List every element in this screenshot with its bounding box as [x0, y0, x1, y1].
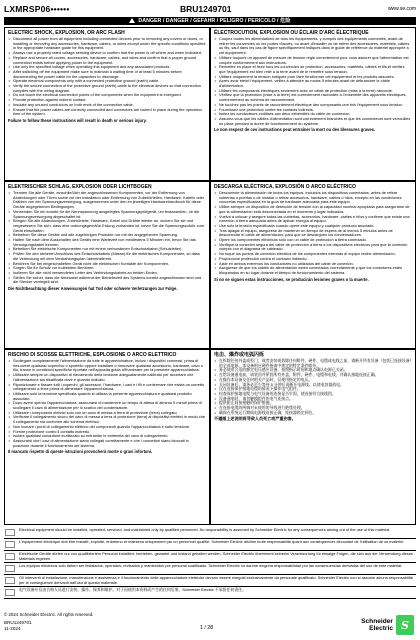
- list-item: • Vuelva a colocar y asegure todas las cubiertas, accesorios, hardware, cables e hilos y confirme que existe una conexión a tierra adecuada antes de aplicar energía al equipo.: [219, 215, 412, 224]
- list-item: • Utilisez les composants électriques seulement avec un câble de protection (mise à la terre) raccordé.: [219, 89, 412, 94]
- notice-fr: [4, 539, 416, 551]
- list-item: • Opere los componentes eléctricos solo con un cable de protección a tierra conectado.: [219, 238, 412, 243]
- section-title: 电击、爆炸或电弧闪烁: [214, 352, 265, 358]
- list-item: • Scollegare completamente l'alimentazione da tutte le apparecchiature, inclusi i dispositivi connessi, prima di rimuovere qualsiasi coperchio o sportello oppure installare o rimuovere qualsiasi accessorio, hardware, cavo o filo, tranne in condizioni specifiche riportate nell'apposita guida all'hardware per la presente apparecchiatura.: [13, 359, 206, 373]
- section-warning: Le non-respect de ces instructions peut entraîner la mort ou des blessures graves.: [214, 127, 376, 133]
- list-item: • Halten Sie nach dem Ausschalten des Geräts eine Wartezeit von mindestens 5 Minuten ein, bevor Sie das Versorgungskabel trennen.: [13, 238, 206, 247]
- section-warning: Si no se siguen estas instrucciones, se producirán lesiones graves o la muerte.: [214, 276, 369, 282]
- section-en: [4, 27, 210, 181]
- section-warning: Il mancato rispetto di queste istruzioni provocherà morte o gravi infortuni.: [8, 449, 153, 455]
- list-item: • 关闭设备后，请务必至少等待 5 分钟后再断开电源线，以使电容器放电。: [219, 383, 412, 388]
- list-item: • Utilisez toujours un appareil de mesure de tension réglé correctement pour vous assurer que l'alimentation est coupée conformément aux instructions.: [219, 56, 412, 65]
- list-item: • Coupez toutes les alimentations de tous les équipements, y compris des équipements connectés, avant de retirer les couvercles ou les portes d'accès, ou avant d'installer ou de retirer des accessoires, matériels, câbles ou fils, sauf dans les cas de figure spécifiquement indiqués dans le guide de référence du matériel approprié à cet équipement.: [219, 37, 412, 56]
- section-list: [8, 359, 206, 448]
- list-item: • Utilizzare sempre un dispositivo di rilevamento della tensione adeguatamente calibrato per accertare che l'alimentazione sia disattivata dove e quando indicato.: [13, 373, 206, 382]
- section-es: [210, 181, 416, 349]
- qualified-personnel-notices: [4, 527, 416, 599]
- list-item: • Utilice siempre un dispositivo de detección de tensión con la capacidad nominal apropiada para asegurarse de que la alimentación está desconectada en el momento y lugar indicados.: [219, 205, 412, 214]
- list-item: • Assurez-vous que les câbles d'alimentation sont correctement branchés et que les connecteurs sont verrouillés en place pendant la durée de fonctionnement du système.: [219, 117, 412, 126]
- section-zh: [210, 349, 416, 525]
- logo-mark-icon: [396, 615, 414, 635]
- list-item: • Après avoir éteint l'équipement, veillez à attendre au moins 5 minutes avant de débrancher le câble d'alimentation.: [219, 79, 412, 88]
- header: [4, 4, 416, 16]
- flag-icon: [5, 565, 15, 572]
- list-item: • Prüfen Sie den sicheren Anschluss des Erdschutzkabels (Masse) für die elektrischen Komponenten, so dass die Verbindung mit dem Verdrahtungsplan übereinstimmt.: [13, 252, 206, 261]
- list-item: • Provide protection against indirect contact.: [13, 98, 206, 103]
- flag-icon: [5, 589, 15, 596]
- list-item: • Utilizzare solo la tensione specificata quando si utilizza la presente apparecchiatura e qualsiasi prodotto associato.: [13, 392, 206, 401]
- logo-word-2: Electric: [369, 625, 393, 632]
- list-item: • Utilizzare i componenti elettrici solo con un cavo di messa a terra di protezione (terra) collegato.: [13, 411, 206, 416]
- section-title: ÉLECTROCUTION, EXPLOSION OU ÉCLAIR D'ARC ÉLECTRIQUE: [214, 30, 369, 36]
- list-item: • Use sólo la tensión especificada cuando opere este equipo y cualquier producto asociado.: [219, 224, 412, 229]
- list-item: • Dopo avere spento l'apparecchiatura, assicurarsi di mantenere un tempo di attesa di almeno 5 minuti prima di scollegare il cavo di alimentazione per lo scarico del condensatore.: [13, 401, 206, 410]
- logo-word-1: Schneider: [361, 618, 393, 625]
- logo-mark-letter: S: [401, 619, 409, 632]
- flag-icon: [5, 541, 15, 548]
- list-item: • Disconnect all power from all equipment including connected devices prior to removing any covers or doors, or installing or removing any accessories, hardware, cables, or wires except under the specific conditions specified in the appropriate hardware guide for this equipment.: [13, 37, 206, 51]
- list-item: • Tras apagar el equipo, asegúrese de mantener un tiempo de espera de al menos 5 minutos antes de desconectar el cable de alimentación, para que se descarguen los condensadores.: [219, 229, 412, 238]
- notice-es: [4, 563, 416, 575]
- list-item: • Ensure that the power cables are correctly connected and connectors are locked in place during the operation time of the system.: [13, 108, 206, 117]
- section-title: DESCARGA ELÉCTRICA, EXPLOSIÓN O ARCO ELÉCTRICO: [214, 184, 356, 190]
- list-item: • Desconecte la alimentación de todos los equipos, incluidos los dispositivos conectados, antes de retirar cubiertas o puertas o de instalar o retirar accesorios, hardware, cables o hilos, excepto en las condiciones concretas especificadas en la guía de hardware adecuada para este equipo.: [219, 191, 412, 205]
- list-item: • Isolieren Sie alle nicht verwendeten Leiter des Verbindungskabels an beiden Enden.: [13, 271, 206, 276]
- section-title: RISCHIO DI SCOSSE ELETTRICHE, ESPLOSIONE O ARCO ELETTRICO: [8, 352, 177, 358]
- list-item: • Always use a properly rated voltage sensing device to confirm that the power is off where and when indicated.: [13, 51, 206, 56]
- notice-it: [4, 575, 416, 587]
- list-item: • 确保在系统运行期间电源线连接正确，连接器锁定到位。: [219, 411, 412, 416]
- section-list: [214, 37, 412, 126]
- list-item: • Proporcione protección contra el contacto indirecto.: [219, 257, 412, 262]
- list-item: • Aísle en ambos extremos los conductores no utilizados del cable de conexión.: [219, 262, 412, 267]
- list-item: • Asegúrese de que los cables de alimentación estén conectados correctamente y que los conectores estén bloqueados en su lugar durante el tiempo de funcionamiento del sistema.: [219, 266, 412, 275]
- notice-text: Elektrische Geräte dürfen nur von qualifiziertem Personal installiert, betrieben, gewartet und instand gehalten werden. Schneider Electric übernimmt keinerlei Verantwortung für etwaige Folgen, die sich aus der Verwendung dieses Materials ergeben.: [19, 551, 413, 561]
- flag-icon: [5, 529, 15, 536]
- section-title: ELECTRIC SHOCK, EXPLOSION, OR ARC FLASH: [8, 30, 125, 36]
- list-item: • Stellen Sie sicher, dass die Netzkabel während der Betriebszeit des Systems korrekt angeschlossen sind und die Stecker verriegelt sind.: [13, 276, 206, 285]
- list-item: • Replace and secure all covers, accessories, hardware, cables, and wires and confirm that a proper ground connection exists before applying power to the equipment.: [13, 56, 206, 65]
- list-item: • 在给设备通电前，请装回并紧固所有外盖、附件、硬件、电缆和电线，并确认接地连接正确。: [219, 373, 412, 378]
- section-title: ELEKTRISCHER SCHLAG, EXPLOSION ODER LICHTBOGEN: [8, 184, 152, 190]
- notice-en: [4, 527, 416, 539]
- list-item: • Riposizionare e fissare tutti i coperchi, gli accessori, l'hardware, i cavi e i fili e confermare che esista un corretto collegamento a terra prima di alimentare l'apparecchiatura.: [13, 383, 206, 392]
- document-code: BRU1249701: [180, 4, 232, 14]
- list-item: • Isolare qualsiasi conduttore inutilizzato su entrambe le estremità del cavo di collegamento.: [13, 434, 206, 439]
- notice-text: Electrical equipment should be installed, operated, serviced, and maintained only by qualified personnel. No responsibility is assumed by Schneider Electric for any consequences arising out of the use of this material.: [19, 527, 391, 532]
- list-item: • 仅在连接保护接地电缆的情况下操作电气组件。: [219, 387, 412, 392]
- list-item: • Assicurarsi che i cavi di alimentazione siano collegati correttamente e che i connettori siano bloccati in posizione durante il funzionamento del sistema.: [13, 439, 206, 448]
- section-fr: [210, 27, 416, 181]
- list-item: • Verify the secure connection of the protective ground (earth) cable to the electrical devices so that connection complies with the wiring diagram.: [13, 84, 206, 93]
- list-item: • Berühren Sie bei eingeschaltetem Gerät nicht die elektrischen Kontakte der Komponenten.: [13, 262, 206, 267]
- flag-icon: [5, 577, 15, 584]
- list-item: • Utilisez uniquement la tension indiquée pour faire fonctionner cet équipement et les produits associés.: [219, 75, 412, 80]
- list-item: • Operate electrical components only with a connected protective ground (earth) cable.: [13, 79, 206, 84]
- section-de: [4, 181, 210, 349]
- list-item: • Use only the specified voltage when operating this equipment and any associated products.: [13, 65, 206, 70]
- list-item: • 在操作本设备及任何相关产品时，仅使用指定的电压。: [219, 378, 412, 383]
- list-item: • 在连接电缆的两端对未使用的导线进行绝缘处理。: [219, 406, 412, 411]
- website-link[interactable]: www.se.com: [387, 6, 416, 12]
- list-item: • Fornire protezione contro il contatto indiretto.: [13, 430, 206, 435]
- list-item: • 提供防止间接接触的保护措施。: [219, 401, 412, 406]
- notice-text: Gli interventi di installazione, manutenzione e assistenza e il funzionamento delle apparecchiature elettriche devono essere eseguiti esclusivamente da personale qualificato. Schneider Electric non si assume alcuna responsabilità per le conseguenze derivanti dall'uso di questo materiale.: [19, 575, 413, 585]
- list-item: • Verwenden Sie ein korrekt für die Nennspannung ausgelegtes Spannungsprüfgerät, um festzustellen, ob die Spannungsversorgung abgeschaltet ist.: [13, 210, 206, 219]
- list-item: • Betreiben Sie diese Geräte und alle zugehörigen Produkte nur mit der angegebenen Spannung.: [13, 233, 206, 238]
- footer-doc-info: [4, 620, 32, 632]
- list-item: • Trennen Sie alle Geräte, einschließlich der angeschlossenen Komponenten, vor der Entfernung von Abdeckungen oder Türen sowie vor der Installation oder Entfernung von Zubehörteilen, Hardware, Kabeln oder Drähten von der Spannungsversorgung, ausgenommen unter den im jeweiligen Hardwarehandbuch für diese Geräte angegebenen Bedingungen.: [13, 191, 206, 210]
- list-item: • 在拆除任何外盖或柜门，或者安装或拆除任何附件、硬件、电缆或电线之前，请断开所有设备（包括已连接设备）的全部电源，本设备相应硬件指南中规定的特定条件除外。: [219, 359, 412, 368]
- list-item: • 务必使用合适的额定电压感应设备，按照指示时间和地点确认电源已关闭。: [219, 368, 412, 373]
- list-item: • Do not touch the electrical connection points of the components when the equipment is energized.: [13, 93, 206, 98]
- danger-banner-text: DANGER / DANGER / GEFAHR / PELIGRO / PERICOLO / 危险: [138, 18, 291, 24]
- footer-date: 11-2024: [4, 626, 21, 631]
- danger-banner: [4, 17, 416, 25]
- section-it: [4, 349, 210, 525]
- section-warning: Failure to follow these instructions will result in death or serious injury.: [8, 117, 147, 123]
- list-item: • Fournissez une protection contre les contacts indirects.: [219, 108, 412, 113]
- list-item: • 检查保护接地电缆与电气设备的连接是否牢固，使连接符合接线图。: [219, 392, 412, 397]
- page-number: 1 / 28: [200, 625, 213, 631]
- list-item: • Betreiben Sie elektrische Komponenten nur mit einem verbundenen Erdschutzkabel (Schutzleiter).: [13, 247, 206, 252]
- schneider-electric-logo: [362, 615, 414, 635]
- notice-text: Los equipos eléctricos solo deben ser instalados, operados, revisados y mantenidos por personal cualificado. Schneider Electric no asume ninguna responsabilidad por las consecuencias derivadas del uso de este material.: [19, 563, 403, 568]
- notice-text: 电气设备应仅由合格人员进行安装、操作、保养和维护。对于因使用本资料而产生的任何后果，Schneider Electric 不承担任何责任。: [19, 587, 246, 592]
- list-item: • Sorgen Sie für Schutz vor indirektem Berühren.: [13, 266, 206, 271]
- footer-code: BRU1249701: [4, 620, 32, 625]
- warning-triangle-icon: [129, 18, 135, 23]
- section-list: [214, 191, 412, 276]
- section-warning: Die Nichtbeachtung dieser Anweisungen hat Tod oder schwere Verletzungen zur Folge.: [8, 286, 178, 292]
- notice-zh: [4, 587, 416, 599]
- list-item: • Remettez en place et fixez tous les couvercles de protection, accessoires, matériels, câbles et fils et vérifiez que l'équipement est bien relié à la terre avant de le remettre sous tension.: [219, 65, 412, 74]
- list-item: • Insulate any unused conductors on both ends of the connection cable.: [13, 103, 206, 108]
- model-number: LXMRSP06••••••: [4, 4, 70, 14]
- list-item: • Isolez les conducteurs inutilisés aux deux extrémités du câble de connexion.: [219, 112, 412, 117]
- list-item: • Non toccare i punti di collegamento elettrico dei componenti quando l'apparecchiatura è sotto tensione.: [13, 425, 206, 430]
- section-warning: 不遵循上述说明将导致人员死亡或严重伤害。: [214, 416, 296, 422]
- list-item: • Bringen Sie alle Abdeckungen, Zubehörteile, Hardware, Kabel und Drähte wieder an, sichern Sie sie und vergewissern Sie sich, dass eine ordnungsgemäße Erdung vorhanden ist, bevor Sie die Spannungszufuhr zum Gerät einschalten.: [13, 219, 206, 233]
- copyright: © 2024 Schneider Electric. All rights reserved.: [4, 612, 94, 617]
- section-list: [214, 359, 412, 415]
- list-item: • Ne touchez pas les points de raccordement électrique des composants une fois l'équipement sous tension.: [219, 103, 412, 108]
- notice-de: [4, 551, 416, 563]
- list-item: • Vérifiez que la protection (mise à la terre) est correctement raccordée à l'ensemble des appareils électriques, conformément au schéma de raccordement.: [219, 93, 412, 102]
- section-list: [8, 37, 206, 117]
- notice-text: L'équipement électrique doit être installé, exploité, entretenu et maintenu uniquement par un personnel qualifié. Schneider Electric décline toute responsabilité quant aux conséquences découlant de l'utilisation de ce matériel.: [19, 539, 405, 544]
- list-item: • Verificare il collegamento sicuro del cavo di messa a terra di protezione (terra) ai dispositivi elettrici in modo che il collegamento sia conforme allo schema elettrico.: [13, 415, 206, 424]
- section-list: [8, 191, 206, 285]
- flag-icon: [5, 553, 15, 560]
- list-item: • Verifique la conexión segura del cable de protección a tierra a los dispositivos eléctricos para que la conexión cumpla con el diagrama de cableado.: [219, 243, 412, 252]
- list-item: • After switching off the equipment make sure to maintain a waiting time of at least 5 minutes before disconnecting the power cable for the capacitors to discharge.: [13, 70, 206, 79]
- list-item: • No toque los puntos de conexión eléctrica de los componentes mientras el equipo recibe alimentación.: [219, 252, 412, 257]
- list-item: • 设备通电时，请勿触摸组件的电气连接点。: [219, 397, 412, 402]
